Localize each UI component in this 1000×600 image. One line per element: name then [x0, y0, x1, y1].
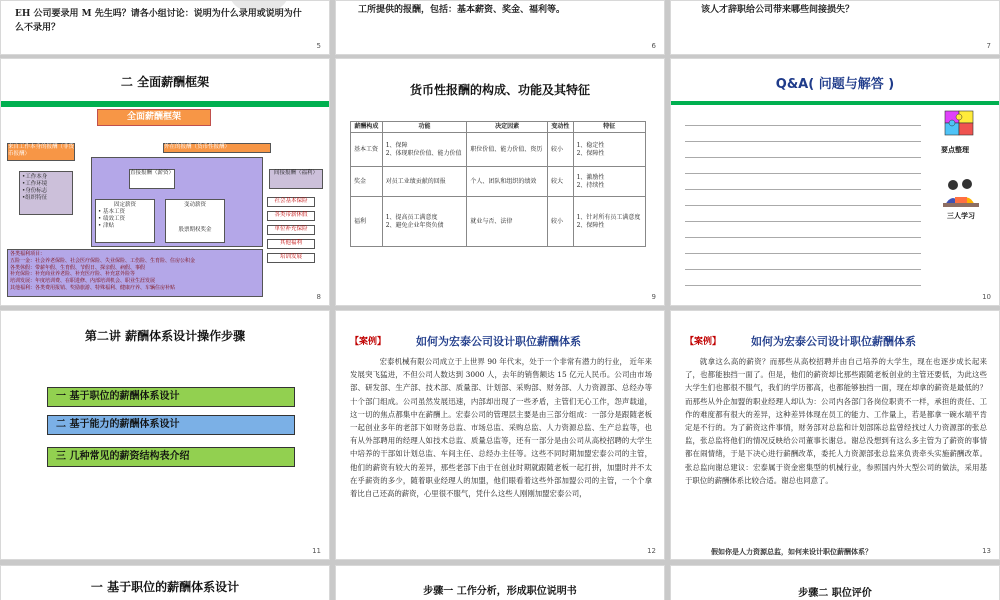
left-list-item: •工作本身: [22, 174, 48, 180]
diagram-header: 全面薪酬框架: [97, 109, 211, 126]
diagram-variable: [165, 199, 225, 243]
fixed-item: • 绩效工资: [98, 216, 125, 222]
case-question: 假如你是人力资源总监，如何来设计职位薪酬体系？: [711, 547, 872, 556]
outline-item-2: 二 基于能力的薪酬体系设计: [47, 415, 295, 435]
answer-line: [685, 221, 921, 222]
slide-14[interactable]: [0, 565, 330, 600]
table-cell: 较小: [548, 133, 574, 167]
slide-13-number: 13: [982, 547, 991, 555]
table-header: 决定因素: [467, 122, 548, 133]
answer-line: [685, 237, 921, 238]
diagram-note: [7, 249, 263, 297]
diagram-indirect: 间接报酬（福利）: [269, 169, 323, 189]
left-list-item: •身份标志: [22, 188, 48, 194]
answer-line: [685, 173, 921, 174]
table-cell: 1、针对所有员工满意度 2、保障性: [573, 197, 645, 247]
slide-6[interactable]: [335, 0, 665, 55]
table-row: [351, 167, 646, 197]
slide-10[interactable]: [670, 58, 1000, 306]
diagram-fixed: [95, 199, 155, 243]
note-line: 五险一金：社会养老保险、社会医疗保险、失业保险、工伤险、生育险、住房公积金: [10, 257, 196, 264]
table-cell: 基本工资: [351, 133, 383, 167]
slide-11-number: 11: [312, 547, 321, 555]
slide-12-title: 如何为宏泰公司设计职位薪酬体系: [416, 335, 581, 348]
case-tag: 【案例】: [685, 337, 722, 347]
table-cell: 个人、团队和组织的绩效: [467, 167, 548, 197]
fixed-item: • 基本工资: [98, 209, 125, 215]
equity-label: 股票期权奖金: [178, 227, 212, 233]
table-cell: 就业与否、法律: [467, 197, 548, 247]
table-cell: 福利: [351, 197, 383, 247]
note-line: 各类休假：带薪年假、生育假、节假日、探亲假、病假、事假: [10, 264, 146, 271]
slide-8-number: 8: [316, 293, 321, 301]
slide-15[interactable]: [335, 565, 665, 600]
slide-11-title: 第二讲 薪酬体系设计操作步骤: [84, 329, 246, 343]
table-header: 变动性: [548, 122, 574, 133]
diagram-direct: 直接报酬（薪资）: [129, 169, 175, 189]
answer-line: [685, 125, 921, 126]
table-header-row: [351, 122, 646, 133]
answer-line: [685, 253, 921, 254]
answer-line: [685, 285, 921, 286]
left-list-item: •工作环境: [22, 181, 48, 187]
slide-14-title: 一 基于职位的薪酬体系设计: [90, 580, 240, 594]
slide-9-number: 9: [651, 293, 656, 301]
compensation-table: [350, 121, 646, 247]
answer-line: [685, 141, 921, 142]
table-header: 特征: [573, 122, 645, 133]
table-cell: 较大: [548, 167, 574, 197]
slide-5[interactable]: [0, 0, 330, 55]
slide-9[interactable]: [335, 58, 665, 306]
table-cell: 较小: [548, 197, 574, 247]
slide-8-title: 二 全面薪酬框架: [120, 75, 210, 89]
table-cell: 1、激励性 2、持续性: [573, 167, 645, 197]
table-cell: 奖金: [351, 167, 383, 197]
diagram-left-list: [19, 171, 73, 215]
table-header: 功能: [382, 122, 467, 133]
table-row: [351, 133, 646, 167]
left-list-item: •组织特征: [22, 195, 48, 201]
slide-5-number: 5: [316, 42, 321, 50]
slide-15-title: 步骤一 工作分析，形成职位说明书: [423, 586, 577, 597]
benefit-item: 其他福利: [267, 239, 315, 249]
slide-12[interactable]: [335, 310, 665, 560]
group-study-label: 三人学习: [947, 211, 975, 220]
note-line: 补充保险：补充商业养老险、补充医疗险、补充意外险等: [10, 271, 136, 278]
note-line: 各类福利项目：: [10, 251, 46, 257]
table-cell: 对员工业绩贡献的回报: [382, 167, 467, 197]
outline-item-3: 三 几种常见的薪资结构表介绍: [47, 447, 295, 467]
slide-10-number: 10: [982, 293, 991, 301]
benefit-item: 单位补充保险: [267, 225, 315, 235]
slide-8[interactable]: [0, 58, 330, 306]
note-line: 培训发展：年度培训费、在职进修、内部培训机会、职业生涯发展: [10, 278, 156, 285]
slide-16[interactable]: [670, 565, 1000, 600]
table-cell: 职位价值、能力价值、资历: [467, 133, 548, 167]
fixed-item: • 津贴: [98, 223, 114, 229]
slide-13-title: 如何为宏泰公司设计职位薪酬体系: [751, 335, 916, 348]
note-line: 其他福利：各类费用报销、奖励旅游、特殊福利、健康疗养、车辆住房补贴: [10, 284, 176, 291]
key-points-label: 要点整理: [941, 145, 969, 154]
benefit-item: 培训发展: [267, 253, 315, 263]
slide-7-text: 该人才辞职给公司带来哪些间接损失？: [701, 5, 855, 15]
table-cell: 1、保障 2、体现职位价值、能力价值: [382, 133, 467, 167]
case-body: 宏泰机械有限公司成立于上世界 90 年代末，处于一个非常有潜力的行业， 近年来发展突飞猛进，不但公司人数达到 3000 人，去年的销售额达 15 亿元人民币。公司由市场部、研发部、生产部、技术部、质量部、计划部、采购部、财务部、人力资源部、总经办等十个部门组成。公司虽然发展迅速，内部却出现了一些矛盾，主管们无心工作，怨声载道，这一切的焦点都集中在薪酬上。宏泰公司的管理层主要是由三部分组成：一部分是跟随老板一起创业多年的老部下如财务总监、市场总监、采购总监、人力资源总监、生产总监等，也有从外部聘用的经理人如技术总监、质量总监等，还有一部分是由公司从高校招聘的大学生中培养的干部如计划总监、车间主任、总经办主任等。这些不同时期加盟宏泰公司的主管，他们的薪资有较大的差异，那些老部下由于在创业时期就跟随老板一起打拼，加盟时并不太在乎薪资的多少，随着职业经理人的加盟，他们眼看着这些外部加盟公司的主管，一个个拿着比自己还高的薪资，心里很不服气，凭什么这些人刚刚加盟宏泰公司，: [350, 357, 652, 499]
case-tag: 【案例】: [350, 337, 387, 347]
slide-16-title: 步骤二 职位评价: [798, 588, 872, 599]
slide-8-accent-bar: [1, 101, 329, 107]
benefit-item: 社会基本保险: [267, 197, 315, 207]
slide-6-text: 工所提供的报酬，包括：基本薪资、奖金、福利等。: [358, 5, 566, 15]
fixed-label: 固定薪资: [113, 202, 136, 208]
answer-line: [685, 269, 921, 270]
slide-9-title: 货币性报酬的构成、功能及其特征: [409, 83, 590, 97]
benefit-item: 各类带薪休假: [267, 211, 315, 221]
table-cell: 1、稳定性 2、保障性: [573, 133, 645, 167]
diagram-left-label: 来自工作本身的报酬（非货币报酬）: [7, 143, 75, 161]
slide-6-number: 6: [651, 42, 656, 50]
slide-5-text: EH 公司要录用 M 先生吗？请各小组讨论：说明为什么录用或说明为什么不录用？: [15, 9, 302, 33]
table-header: 薪酬构成: [351, 122, 383, 133]
answer-line: [685, 205, 921, 206]
table-row: [351, 197, 646, 247]
group-study-icon: [941, 177, 981, 211]
outline-item-1: 一 基于职位的薪酬体系设计: [47, 387, 295, 407]
slide-7-number: 7: [986, 42, 991, 50]
slide-12-number: 12: [647, 547, 656, 555]
slide-10-accent-bar: [671, 101, 999, 105]
slide-10-title: Q&A( 问题与解答 ): [775, 77, 895, 92]
puzzle-icon: [943, 107, 977, 139]
variable-label: 变动薪资: [183, 202, 206, 208]
answer-line: [685, 157, 921, 158]
diagram-right-label: 外在的报酬（货币性报酬）: [163, 143, 271, 153]
slide-7[interactable]: [670, 0, 1000, 55]
table-cell: 1、提高员工满意度 2、避免企业年资负债: [382, 197, 467, 247]
slide-13[interactable]: [670, 310, 1000, 560]
answer-line: [685, 189, 921, 190]
slide-11[interactable]: [0, 310, 330, 560]
case-body: 就拿这么高的薪资？而那些从高校招聘并由自己培养的大学生，现在也逐步成长起来了，也都能独挡一面了。但是，他们的薪资却比那些跟随老板创业的主管还要低，为此这些大学生们也都很不服气，我们的学历都高，也都能够独挡一面，现在却拿的薪资是最低的？而那些从外企加盟的职业经理人却认为：公司内各部门各岗位职责不一样，承担的责任、工作的难度都有很大的差异，这种差异体现在员工的能力、工作量上，若是都拿一碗水端平肯定是不行的。为了薪资这件事情，财务部对总监和计划部陈总监曾经找过人力资源部的张总监，张总监将他们的情况反映给公司董事长谢总。谢总没想到有这么多主管为了薪资的事情都在闹情绪，于是下决心进行薪酬改革，委托人力资源部张总监来负责牵头实施薪酬改革。张总监向谢总建议：宏泰属于资金密集型的机械行业，参照国内外大型公司的做法，采用基于职位的薪酬体系比较合适。谢总也同意了。: [685, 357, 987, 485]
